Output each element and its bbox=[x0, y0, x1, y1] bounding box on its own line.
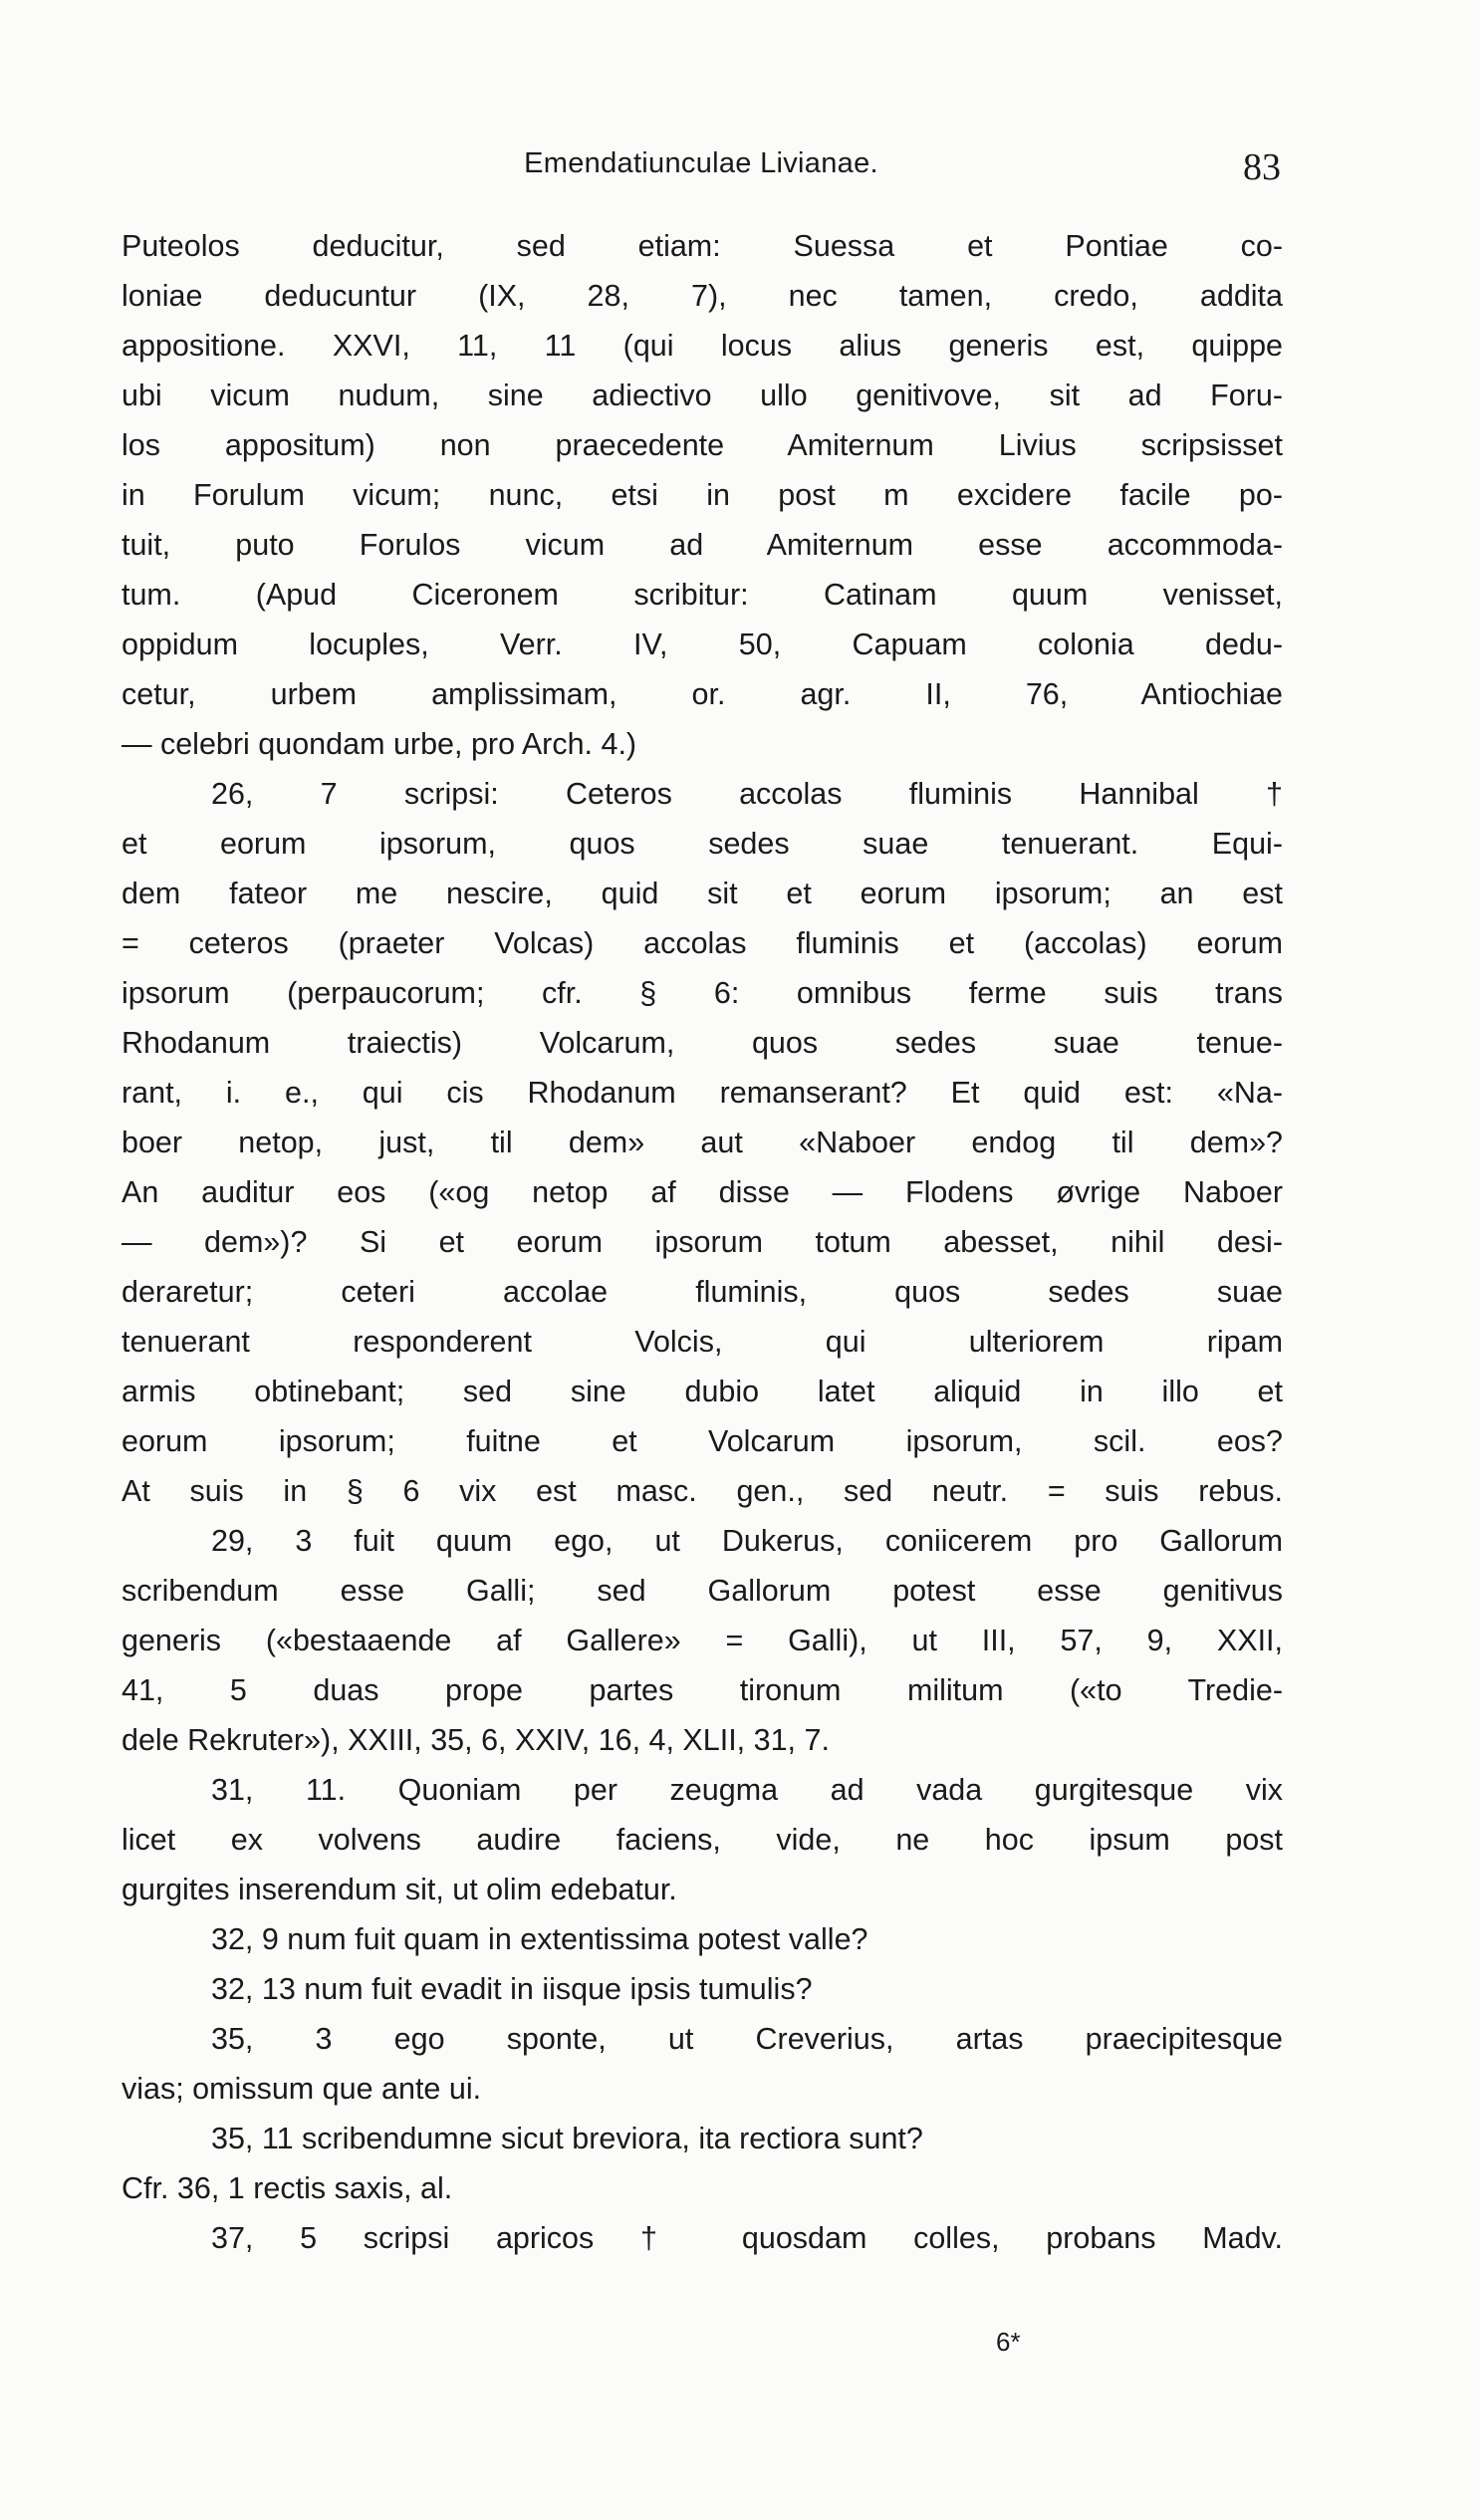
text-line: 31, 11. Quoniam per zeugma ad vada gurgitesque vix bbox=[211, 1773, 1283, 1807]
text-line: ubi vicum nudum, sine adiectivo ullo genitivove, sit ad Foru- bbox=[122, 378, 1283, 412]
text-line: rant, i. e., qui cis Rhodanum remanserant? Et quid est: «Na- bbox=[122, 1076, 1283, 1110]
text-line: los appositum) non praecedente Amiternum Livius scripsisset bbox=[122, 428, 1283, 462]
text-line: gurgites inserendum sit, ut olim edebatur. bbox=[122, 1873, 677, 1906]
text-line: An auditur eos («og netop af disse — Flodens øvrige Naboer bbox=[122, 1175, 1283, 1209]
text-line: scribendum esse Galli; sed Gallorum potest esse genitivus bbox=[122, 1574, 1283, 1608]
signature-mark: 6* bbox=[996, 2327, 1021, 2357]
text-line: 26, 7 scripsi: Ceteros accolas fluminis Hannibal † bbox=[211, 777, 1283, 811]
text-line: tuit, puto Forulos vicum ad Amiternum esse accommoda- bbox=[122, 528, 1283, 562]
text-line: generis («bestaaende af Gallere» = Galli), ut III, 57, 9, XXII, bbox=[122, 1624, 1283, 1657]
text-line: tenuerant responderent Volcis, qui ulteriorem ripam bbox=[122, 1325, 1283, 1359]
running-title: Emendatiunculae Livianae. bbox=[524, 147, 878, 179]
page-header bbox=[122, 147, 1281, 197]
text-line: Puteolos deducitur, sed etiam: Suessa et Pontiae co- bbox=[122, 229, 1283, 263]
text-line: 32, 13 num fuit evadit in iisque ipsis tumulis? bbox=[211, 1972, 813, 2006]
text-line: Rhodanum traiectis) Volcarum, quos sedes suae tenue- bbox=[122, 1026, 1283, 1060]
text-line: 35, 11 scribendumne sicut breviora, ita rectiora sunt? bbox=[211, 2122, 923, 2155]
text-line: loniae deducuntur (IX, 28, 7), nec tamen, credo, addita bbox=[122, 279, 1283, 313]
text-line: vias; omissum que ante ui. bbox=[122, 2072, 482, 2106]
text-line: dem fateor me nescire, quid sit et eorum ipsorum; an est bbox=[122, 877, 1283, 910]
text-line: oppidum locuples, Verr. IV, 50, Capuam colonia dedu- bbox=[122, 628, 1283, 661]
text-line: tum. (Apud Ciceronem scribitur: Catinam quum venisset, bbox=[122, 578, 1283, 612]
text-line: 41, 5 duas prope partes tironum militum («to Tredie- bbox=[122, 1673, 1283, 1707]
text-line: appositione. XXVI, 11, 11 (qui locus alius generis est, quippe bbox=[122, 329, 1283, 363]
text-line: — dem»)? Si et eorum ipsorum totum abesset, nihil desi- bbox=[122, 1225, 1283, 1259]
text-line: boer netop, just, til dem» aut «Naboer endog til dem»? bbox=[122, 1126, 1283, 1159]
text-line: 32, 9 num fuit quam in extentissima potest valle? bbox=[211, 1922, 868, 1956]
text-line: At suis in § 6 vix est masc. gen., sed neutr. = suis rebus. bbox=[122, 1474, 1283, 1508]
text-line: in Forulum vicum; nunc, etsi in post m excidere facile po- bbox=[122, 478, 1283, 512]
text-line: armis obtinebant; sed sine dubio latet aliquid in illo et bbox=[122, 1375, 1283, 1408]
text-line: 29, 3 fuit quum ego, ut Dukerus, coniicerem pro Gallorum bbox=[211, 1524, 1283, 1558]
text-line: — celebri quondam urbe, pro Arch. 4.) bbox=[122, 727, 637, 761]
text-line: deraretur; ceteri accolae fluminis, quos sedes suae bbox=[122, 1275, 1283, 1309]
page-number: 83 bbox=[1243, 146, 1281, 188]
text-line: 35, 3 ego sponte, ut Creverius, artas praecipitesque bbox=[211, 2022, 1283, 2056]
text-line: = ceteros (praeter Volcas) accolas fluminis et (accolas) eorum bbox=[122, 926, 1283, 960]
text-line: ipsorum (perpaucorum; cfr. § 6: omnibus ferme suis trans bbox=[122, 976, 1283, 1010]
text-line: eorum ipsorum; fuitne et Volcarum ipsorum, scil. eos? bbox=[122, 1424, 1283, 1458]
text-line: dele Rekruter»), XXIII, 35, 6, XXIV, 16, 4, XLII, 31, 7. bbox=[122, 1723, 830, 1757]
text-line: cetur, urbem amplissimam, or. agr. II, 76, Antiochiae bbox=[122, 677, 1283, 711]
text-line: licet ex volvens audire faciens, vide, ne hoc ipsum post bbox=[122, 1823, 1283, 1857]
text-line: et eorum ipsorum, quos sedes suae tenuerant. Equi- bbox=[122, 827, 1283, 861]
text-line: 37, 5 scripsi apricos † quosdam colles, probans Madv. bbox=[211, 2221, 1283, 2255]
text-line: Cfr. 36, 1 rectis saxis, al. bbox=[122, 2171, 453, 2205]
